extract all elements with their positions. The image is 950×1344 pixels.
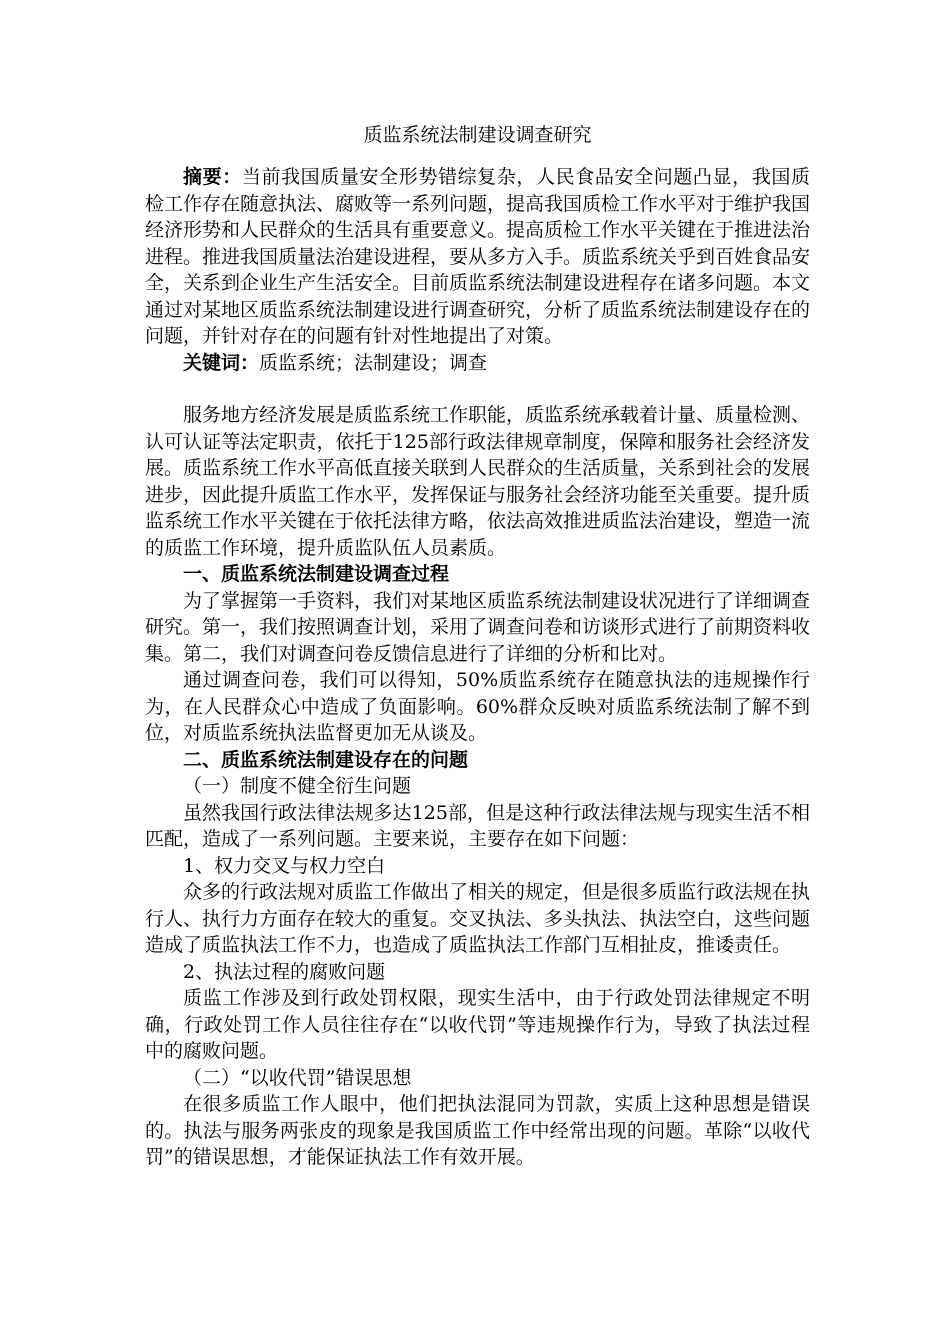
keywords-paragraph bbox=[145, 350, 810, 377]
section1-paragraph-2: 通过调查问卷，我们可以得知，50%质监系统存在随意执法的违规操作行为，在人民群众心中造成了负面影响。60%群众反映对质监系统法制了解不到位，对质监系统执法监督更加无从谈及。 bbox=[145, 669, 810, 744]
item1-heading: 1、权力交叉与权力空白 bbox=[183, 854, 386, 877]
section2-subparagraph-1: 虽然我国行政法律法规多达125部，但是这种行政法律法规与现实生活不相匹配，造成了一系列问题。主要来说，主要存在如下问题： bbox=[145, 801, 810, 850]
keywords-text: 质监系统；法制建设；调查 bbox=[259, 351, 488, 374]
abstract-paragraph bbox=[145, 164, 810, 350]
section1-paragraph-1: 为了掌握第一手资料，我们对某地区质监系统法制建设状况进行了详细调查研究。第一，我们按照调查计划，采用了调查问卷和访谈形式进行了前期资料收集。第二，我们对调查问卷反馈信息进行了详细的分析和比对。 bbox=[145, 589, 811, 665]
abstract-label: 摘要： bbox=[183, 166, 242, 188]
item2-paragraph: 质监工作涉及到行政处罚权限，现实生活中，由于行政处罚法律规定不明确，行政处罚工作人员往往存在“以收代罚”等违规操作行为，导致了执法过程中的腐败问题。 bbox=[145, 987, 810, 1062]
item2-heading: 2、执法过程的腐败问题 bbox=[183, 960, 386, 983]
section2-subparagraph-2: 在很多质监工作人眼中，他们把执法混同为罚款，实质上这种思想是错误的。执法与服务两张皮的现象是我国质监工作中经常出现的问题。革除“以收代罚”的错误思想，才能保证执法工作有效开展。 bbox=[145, 1093, 810, 1168]
intro-paragraph: 服务地方经济发展是质监系统工作职能，质监系统承载着计量、质量检测、认可认证等法定职责，依托于125部行政法律规章制度，保障和服务社会经济发展。质监系统工作水平高低直接关联到人民群众的生活质量，关系到社会的发展进步，因此提升质监工作水平，发挥保证与服务社会经济功能至关重要。提升质监系统工作水平关键在于依托法律方略，依法高效推进质监法治建设，塑造一流的质监工作环境，提升质监队伍人员素质。 bbox=[145, 404, 811, 559]
section2-heading: 二、质监系统法制建设存在的问题 bbox=[183, 748, 469, 771]
document-page bbox=[145, 120, 810, 1171]
document-title: 质监系统法制建设调查研究 bbox=[363, 124, 592, 146]
section2-subheading-2: （二）“以收代罚”错误思想 bbox=[183, 1066, 412, 1089]
keywords-label: 关键词： bbox=[183, 351, 260, 374]
section1-heading: 一、质监系统法制建设调查过程 bbox=[183, 563, 450, 585]
abstract-text: 当前我国质量安全形势错综复杂，人民食品安全问题凸显，我国质检工作存在随意执法、腐败等一系列问题，提高我国质检工作水平对于维护我国经济形势和人民群众的生活具有重要意义。提高质检工作水平关键在于推进法治进程。推进我国质量法治建设进程，要从多方入手。质监系统关乎到百姓食品安全，关系到企业生产生活安全。目前质监系统法制建设进程存在诸多问题。本文通过对某地区质监系统法制建设进行调查研究，分析了质监系统法制建设存在的问题，并针对存在的问题有针对性地提出了对策。 bbox=[145, 166, 811, 347]
section2-subheading-1: （一）制度不健全衍生问题 bbox=[183, 775, 412, 797]
item1-paragraph: 众多的行政法规对质监工作做出了相关的规定，但是很多质监行政法规在执行人、执行力方面存在较大的重复。交叉执法、多头执法、执法空白，这些问题造成了质监执法工作不力，也造成了质监执法工作部门互相扯皮，推诿责任。 bbox=[145, 881, 811, 956]
